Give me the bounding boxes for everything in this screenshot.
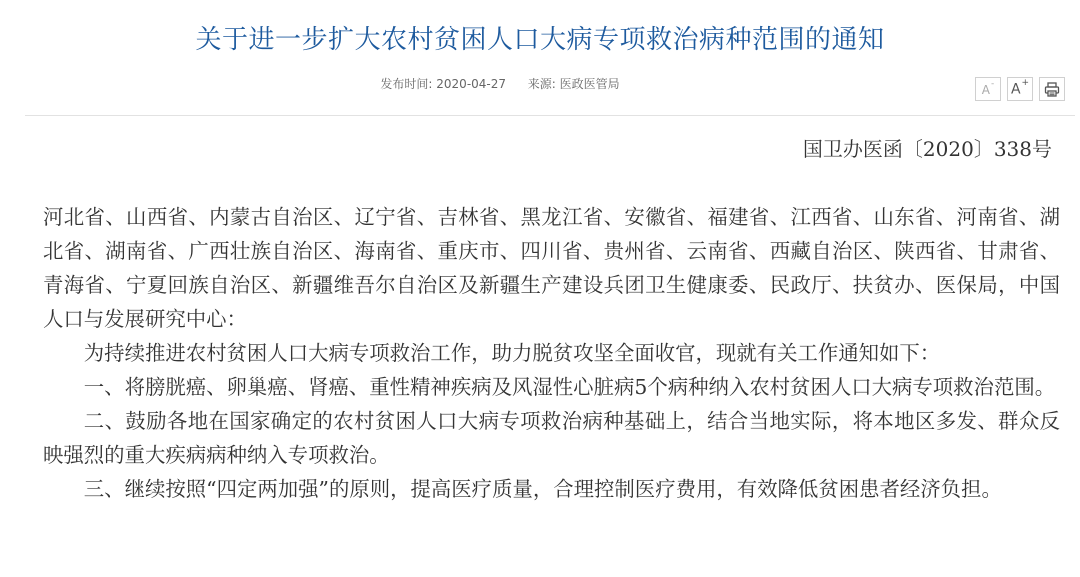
publish-date: 2020-04-27 [436, 77, 507, 91]
source-value: 医政医管局 [559, 77, 620, 91]
document-body [43, 200, 1060, 506]
decrease-font-icon: A- [981, 78, 995, 97]
header-divider [25, 115, 1075, 116]
publish-date-label: 发布时间: [380, 77, 433, 91]
document-number: 国卫办医函〔2020〕338号 [802, 137, 1052, 161]
body-paragraph: 二、鼓励各地在国家确定的农村贫困人口大病专项救治病种基础上，结合当地实际，将本地区多发、群众反映强烈的重大疾病病种纳入专项救治。 [43, 409, 1060, 467]
page-title: 关于进一步扩大农村贫困人口大病专项救治病种范围的通知 [195, 25, 885, 55]
increase-font-button[interactable] [1007, 77, 1033, 101]
decrease-font-button[interactable] [975, 77, 1001, 101]
font-toolbar [975, 77, 1065, 101]
increase-font-icon: A+ [1010, 77, 1030, 98]
body-paragraph: 为持续推进农村贫困人口大病专项救治工作，助力脱贫攻坚全面收官，现就有关工作通知如下： [83, 341, 941, 365]
article-meta [0, 76, 1000, 92]
addressee-paragraph: 河北省、山西省、内蒙古自治区、辽宁省、吉林省、黑龙江省、安徽省、福建省、江西省、山东省、河南省、湖北省、湖南省、广西壮族自治区、海南省、重庆市、四川省、贵州省、云南省、西藏自治区、陕西省、甘肃省、青海省、宁夏回族自治区、新疆维吾尔自治区及新疆生产建设兵团卫生健康委、民政厅、扶贫办、医保局，中国人口与发展研究中心： [43, 205, 1060, 331]
body-paragraph: 一、将膀胱癌、卵巢癌、肾癌、重性精神疾病及风湿性心脏病5个病种纳入农村贫困人口大病专项救治范围。 [83, 375, 1056, 399]
body-paragraph: 三、继续按照“四定两加强”的原则，提高医疗质量，合理控制医疗费用，有效降低贫困患者经济负担。 [83, 477, 1002, 501]
printer-icon [1044, 82, 1060, 97]
source-label: 来源: [527, 77, 556, 91]
print-button[interactable] [1039, 77, 1065, 101]
